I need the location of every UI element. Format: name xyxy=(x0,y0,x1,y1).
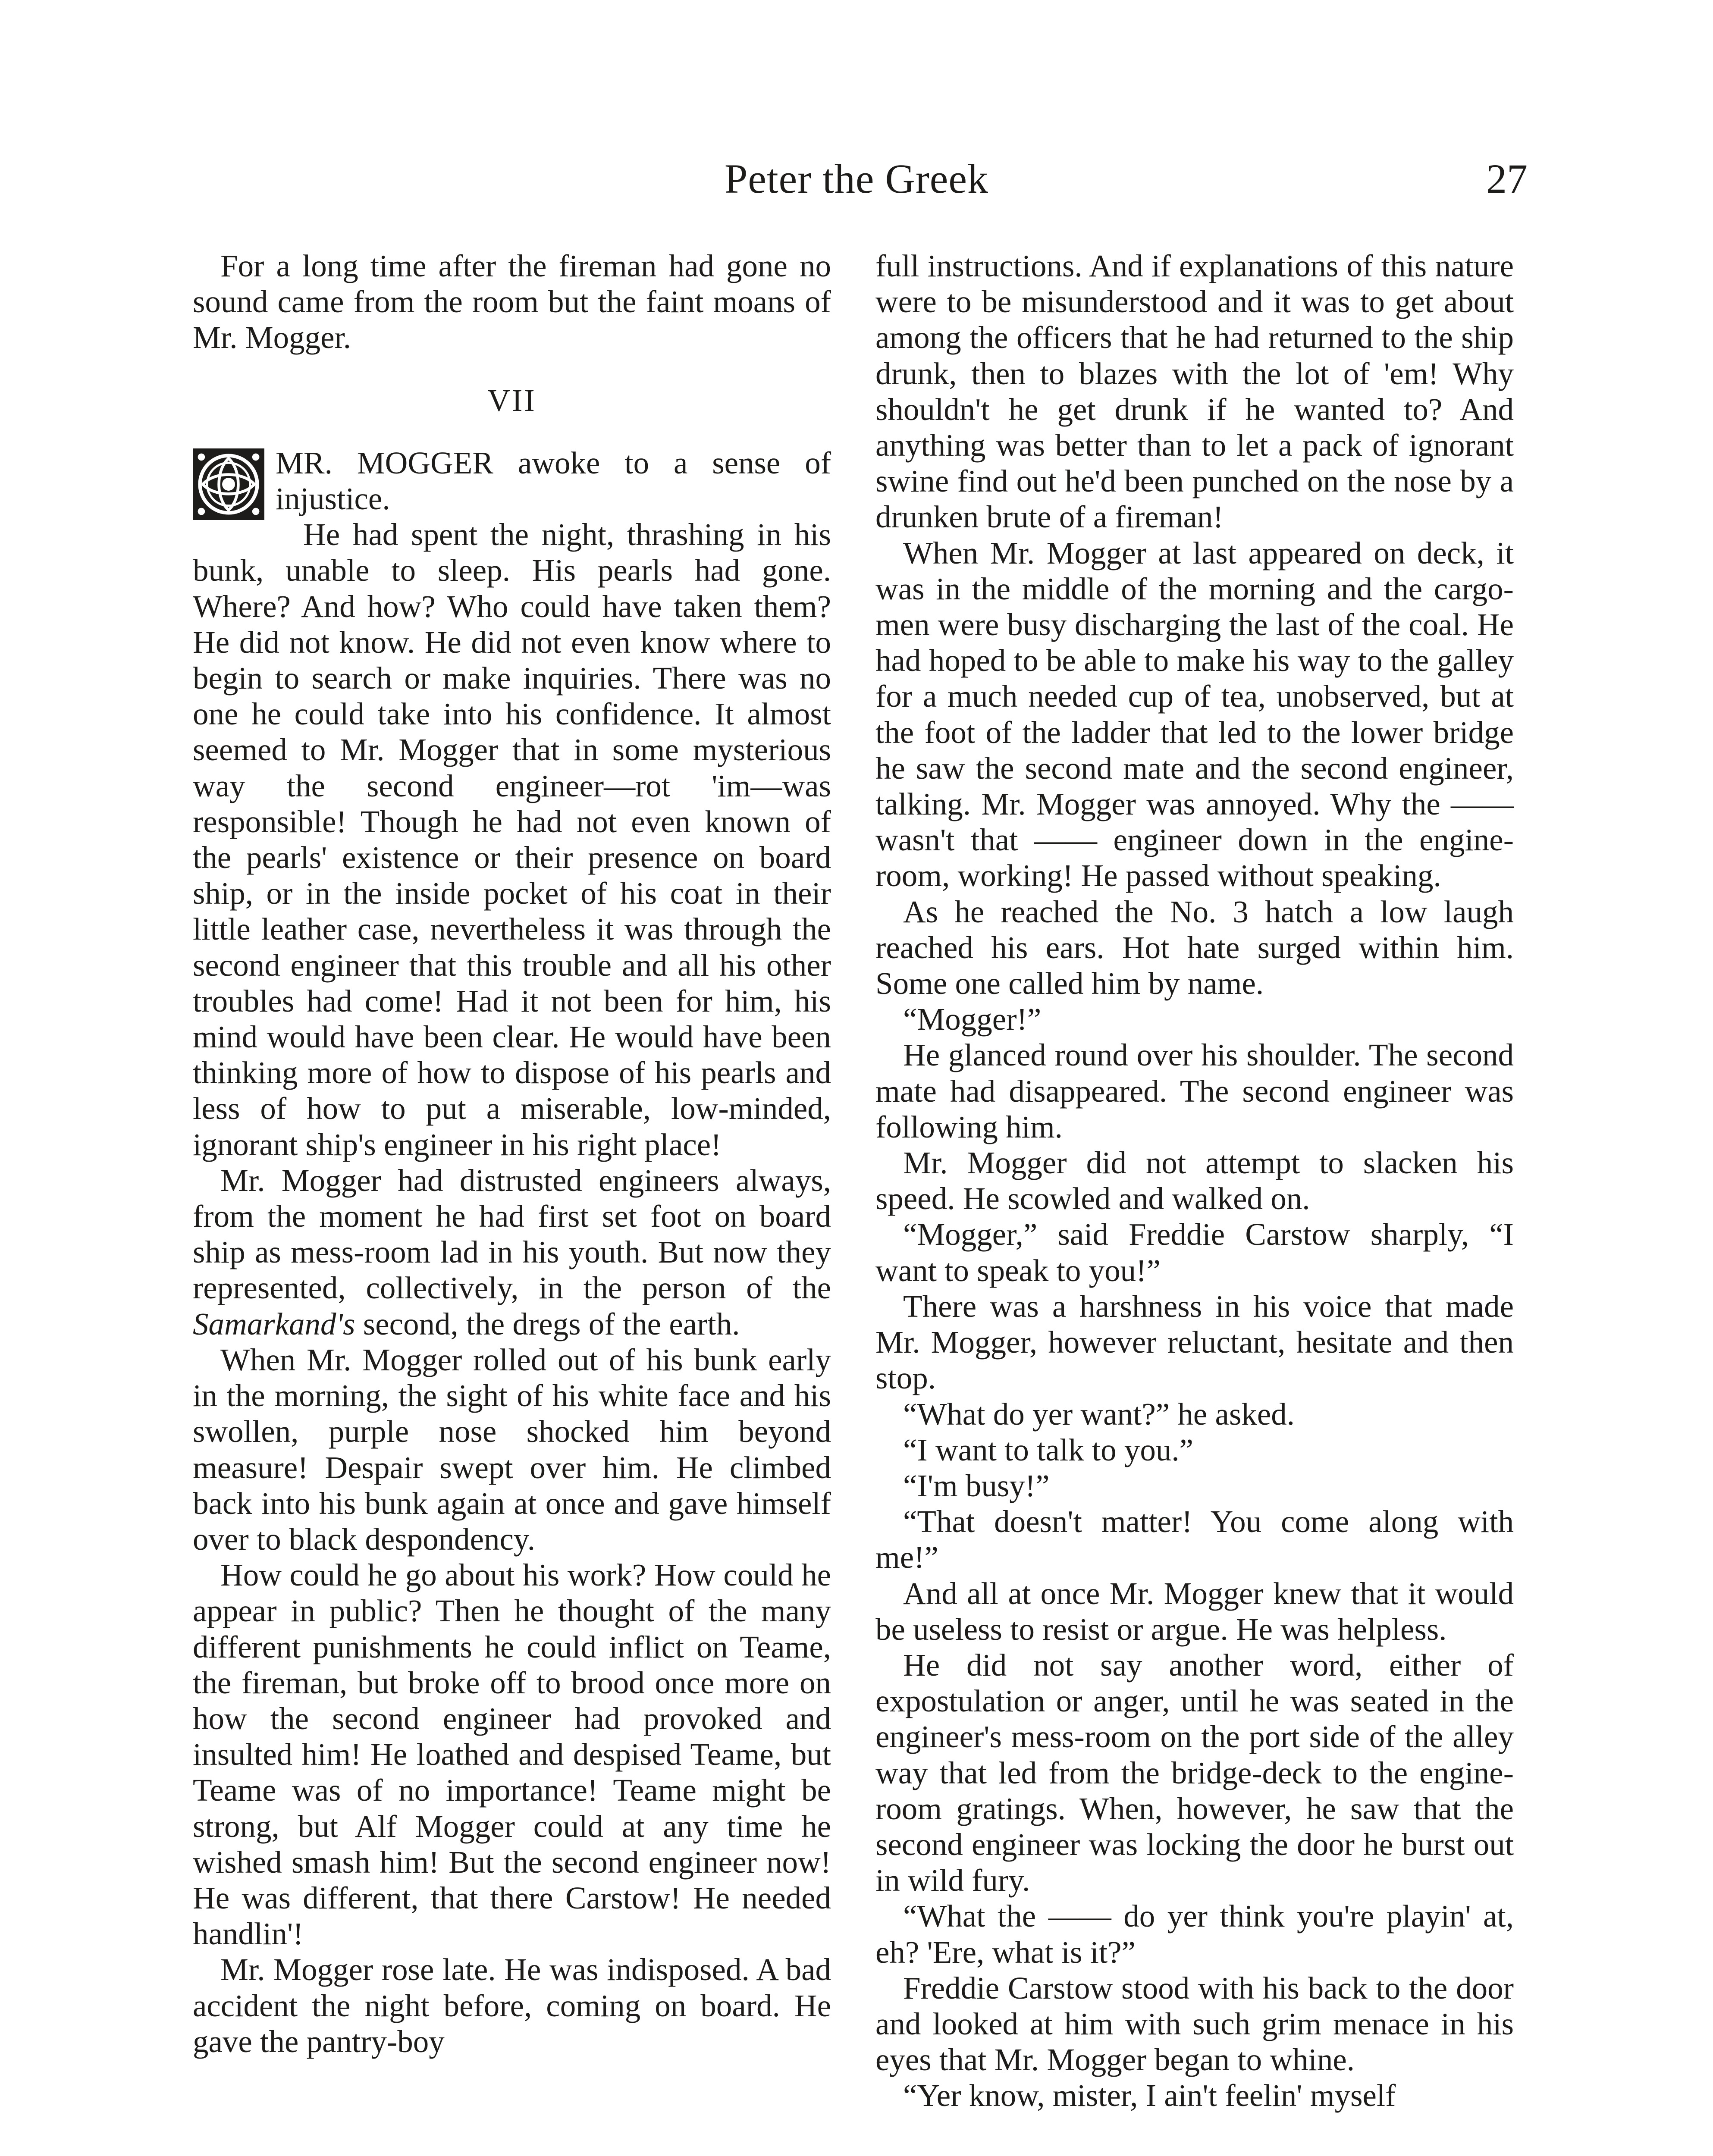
paragraph: Freddie Carstow stood with his back to the door and looked at him with such grim menace in his eyes that Mr. Mogger began to whine. xyxy=(875,1970,1514,2078)
paragraph: When Mr. Mogger rolled out of his bunk early in the morning, the sight of his white face and his swollen, purple nose shocked him beyond measure! Despair swept over him. He climbed back into his bunk again at once and gave himself over to black despondency. xyxy=(193,1342,831,1557)
paragraph: When Mr. Mogger at last appeared on deck, it was in the middle of the morning and the cargo-men were busy discharging the last of the coal. He had hoped to be able to make his way to the galley for a much needed cup of tea, unobserved, but at the foot of the ladder that led to the lower bridge he saw the second mate and the second engineer, talking. Mr. Mogger was annoyed. Why the —— wasn't that —— engineer down in the engine-room, working! He passed without speaking. xyxy=(875,535,1514,893)
opening-paragraph xyxy=(193,445,831,517)
page-header xyxy=(0,153,1713,205)
paragraph: Mr. Mogger did not attempt to slacken his speed. He scowled and walked on. xyxy=(875,1145,1514,1216)
paragraph: Mr. Mogger rose late. He was indisposed. A bad accident the night before, coming on board. He gave the pantry-boy xyxy=(193,1952,831,2059)
paragraph: “That doesn't matter! You come along with me!” xyxy=(875,1504,1514,1575)
paragraph: There was a harshness in his voice that made Mr. Mogger, however reluctant, hesitate and then stop. xyxy=(875,1288,1514,1396)
paragraph: “Yer know, mister, I ain't feelin' myself xyxy=(903,2078,1396,2113)
right-column xyxy=(875,248,1514,2114)
paragraph: And all at once Mr. Mogger knew that it would be useless to resist or argue. He was helpless. xyxy=(875,1576,1514,1647)
paragraph-text: second, the dregs of the earth. xyxy=(355,1306,740,1341)
paragraph: He had spent the night, thrashing in his bunk, unable to sleep. His pearls had gone. Where? And how? Who could have taken them? He did not know. He did not even know where to begin to search or make inquiries. There was no one he could take into his confidence. It almost seemed to Mr. Mogger that in some mysterious way the second engineer—rot 'im—was responsible! Though he had not even known of the pearls' existence or their presence on board ship, or in the inside pocket of his coat in their little leather case, nevertheless it was through the second engineer that this trouble and all his other troubles had come! Had it not been for him, his mind would have been clear. He would have been thinking more of how to dispose of his pearls and less of how to put a miserable, low-minded, ignorant ship's engineer in his right place! xyxy=(193,517,831,1162)
ship-name: Samarkand's xyxy=(193,1306,355,1341)
running-title: Peter the Greek xyxy=(724,156,989,202)
paragraph-text: MR. MOGGER awoke to a sense of injustice. xyxy=(276,445,831,517)
ornamental-dropcap-icon xyxy=(193,448,264,520)
left-column xyxy=(193,248,831,2059)
page-number: 27 xyxy=(1486,156,1528,202)
paragraph: “What do yer want?” he asked. xyxy=(903,1396,1295,1432)
paragraph: He did not say another word, either of expostulation or anger, until he was seated in the engineer's mess-room on the port side of the alley way that led from the bridge-deck to the engine-room gratings. When, however, he saw that the second engineer was locking the door he burst out in wild fury. xyxy=(875,1647,1514,1898)
paragraph: “I'm busy!” xyxy=(903,1468,1050,1503)
paragraph: As he reached the No. 3 hatch a low laugh reached his ears. Hot hate surged within him. Some one called him by name. xyxy=(875,894,1514,1001)
paragraph xyxy=(193,1163,831,1342)
paragraph: “I want to talk to you.” xyxy=(903,1432,1194,1467)
paragraph: How could he go about his work? How could he appear in public? Then he thought of the many different punishments he could inflict on Teame, the fireman, but broke off to brood once more on how the second engineer had provoked and insulted him! He loathed and despised Teame, but Teame was of no importance! Teame might be strong, but Alf Mogger could at any time he wished smash him! But the second engineer now! He was different, that there Carstow! He needed handlin'! xyxy=(193,1557,831,1952)
paragraph: full instructions. And if explanations of this nature were to be misunderstood and it was to get about among the officers that he had returned to the ship drunk, then to blazes with the lot of 'em! Why shouldn't he get drunk if he wanted to? And anything was better than to let a pack of ignorant swine find out he'd been punched on the nose by a drunken brute of a fireman! xyxy=(875,248,1514,535)
paragraph-text: Mr. Mogger had distrusted engineers always, from the moment he had first set foot on board ship as mess-room lad in his youth. But now they represented, collectively, in the person of the xyxy=(193,1163,831,1306)
paragraph: “Mogger!” xyxy=(903,1002,1042,1037)
paragraph: “Mogger,” said Freddie Carstow sharply, “I want to speak to you!” xyxy=(875,1217,1514,1288)
paragraph: He glanced round over his shoulder. The second mate had disappeared. The second engineer was following him. xyxy=(875,1037,1514,1144)
paragraph: For a long time after the fireman had gone no sound came from the room but the faint moans of Mr. Mogger. xyxy=(193,248,831,355)
section-heading: VII xyxy=(487,382,536,418)
paragraph: “What the —— do yer think you're playin' at, eh? 'Ere, what is it?” xyxy=(875,1899,1514,1970)
